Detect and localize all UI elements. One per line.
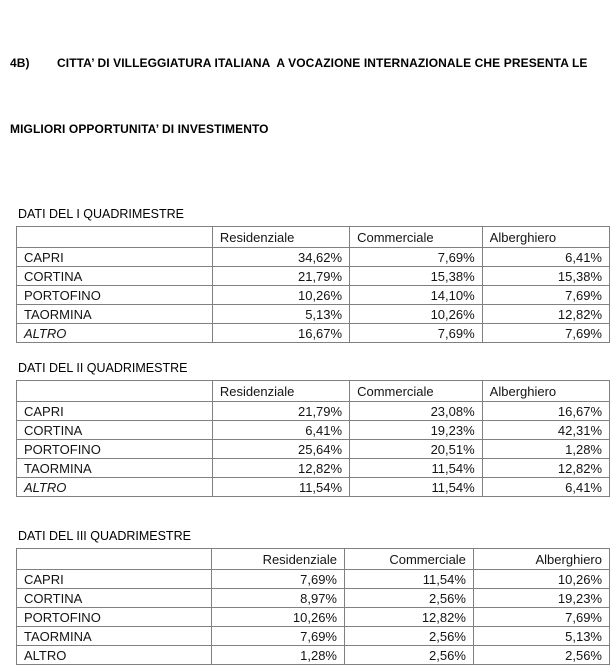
city-cell: CORTINA [17, 589, 212, 608]
value-cell: 7,69% [211, 627, 344, 646]
column-header-alberghiero: Alberghiero [482, 381, 609, 402]
value-cell: 11,54% [350, 478, 483, 497]
value-cell: 34,62% [212, 248, 349, 267]
value-cell: 7,69% [473, 608, 609, 627]
value-cell: 5,13% [473, 627, 609, 646]
page-title [10, 8, 610, 184]
value-cell: 2,56% [345, 589, 474, 608]
table-row [17, 248, 610, 267]
column-header-empty [17, 381, 213, 402]
value-cell: 12,82% [482, 459, 609, 478]
table-row [17, 402, 610, 421]
city-cell: TAORMINA [17, 627, 212, 646]
table-row [17, 459, 610, 478]
value-cell: 6,41% [482, 478, 609, 497]
table-3-label: DATI DEL III QUADRIMESTRE [18, 529, 191, 543]
value-cell: 10,26% [212, 286, 349, 305]
table-row [17, 646, 610, 665]
value-cell: 7,69% [350, 324, 483, 343]
value-cell: 2,56% [473, 646, 609, 665]
value-cell: 12,82% [212, 459, 349, 478]
column-header-residenziale: Residenziale [211, 549, 344, 570]
value-cell: 16,67% [212, 324, 349, 343]
value-cell: 15,38% [482, 267, 609, 286]
table-1-label: DATI DEL I QUADRIMESTRE [18, 207, 184, 221]
city-cell: TAORMINA [17, 459, 213, 478]
value-cell: 7,69% [482, 286, 609, 305]
title-number: 4B) [10, 56, 30, 70]
table-row [17, 589, 610, 608]
city-cell: CORTINA [17, 421, 213, 440]
table-2-label: DATI DEL II QUADRIMESTRE [18, 361, 188, 375]
column-header-commerciale: Commerciale [350, 381, 483, 402]
table-row [17, 267, 610, 286]
table-row [17, 286, 610, 305]
value-cell: 14,10% [350, 286, 483, 305]
value-cell: 11,54% [212, 478, 349, 497]
column-header-residenziale: Residenziale [212, 227, 349, 248]
value-cell: 21,79% [212, 402, 349, 421]
title-line-1 [10, 52, 610, 74]
table-quadrimestre-1 [16, 226, 610, 343]
value-cell: 5,13% [212, 305, 349, 324]
city-cell: PORTOFINO [17, 608, 212, 627]
table-row [17, 478, 610, 497]
table-row [17, 627, 610, 646]
value-cell: 16,67% [482, 402, 609, 421]
value-cell: 23,08% [350, 402, 483, 421]
city-cell: PORTOFINO [17, 440, 213, 459]
value-cell: 7,69% [482, 324, 609, 343]
column-header-commerciale: Commerciale [350, 227, 483, 248]
table-header-row [17, 549, 610, 570]
table-row [17, 421, 610, 440]
city-cell: CAPRI [17, 402, 213, 421]
city-cell: CORTINA [17, 267, 213, 286]
table-quadrimestre-3 [16, 548, 610, 665]
column-header-empty [17, 227, 213, 248]
value-cell: 11,54% [345, 570, 474, 589]
city-cell-altro: ALTRO [17, 646, 212, 665]
column-header-empty [17, 549, 212, 570]
city-cell: TAORMINA [17, 305, 213, 324]
value-cell: 12,82% [482, 305, 609, 324]
table-row [17, 305, 610, 324]
value-cell: 10,26% [211, 608, 344, 627]
value-cell: 19,23% [350, 421, 483, 440]
value-cell: 2,56% [345, 646, 474, 665]
value-cell: 7,69% [350, 248, 483, 267]
city-cell: CAPRI [17, 248, 213, 267]
value-cell: 11,54% [350, 459, 483, 478]
value-cell: 6,41% [212, 421, 349, 440]
value-cell: 25,64% [212, 440, 349, 459]
table-header-row [17, 381, 610, 402]
city-cell-altro: ALTRO [17, 324, 213, 343]
value-cell: 10,26% [350, 305, 483, 324]
table-row [17, 440, 610, 459]
table-quadrimestre-2 [16, 380, 610, 497]
value-cell: 1,28% [482, 440, 609, 459]
value-cell: 8,97% [211, 589, 344, 608]
title-line-2: MIGLIORI OPPORTUNITA’ DI INVESTIMENTO [10, 122, 269, 136]
column-header-residenziale: Residenziale [212, 381, 349, 402]
title-text-1: CITTA’ DI VILLEGGIATURA ITALIANA A VOCAZIONE INTERNAZIONALE CHE PRESENTA LE [57, 56, 588, 70]
value-cell: 12,82% [345, 608, 474, 627]
value-cell: 2,56% [345, 627, 474, 646]
value-cell: 6,41% [482, 248, 609, 267]
column-header-alberghiero: Alberghiero [482, 227, 609, 248]
table-row [17, 570, 610, 589]
value-cell: 42,31% [482, 421, 609, 440]
value-cell: 20,51% [350, 440, 483, 459]
column-header-commerciale: Commerciale [345, 549, 474, 570]
table-row [17, 608, 610, 627]
value-cell: 19,23% [473, 589, 609, 608]
value-cell: 15,38% [350, 267, 483, 286]
column-header-alberghiero: Alberghiero [473, 549, 609, 570]
value-cell: 21,79% [212, 267, 349, 286]
city-cell: CAPRI [17, 570, 212, 589]
table-row [17, 324, 610, 343]
value-cell: 7,69% [211, 570, 344, 589]
city-cell-altro: ALTRO [17, 478, 213, 497]
value-cell: 10,26% [473, 570, 609, 589]
city-cell: PORTOFINO [17, 286, 213, 305]
value-cell: 1,28% [211, 646, 344, 665]
table-header-row [17, 227, 610, 248]
